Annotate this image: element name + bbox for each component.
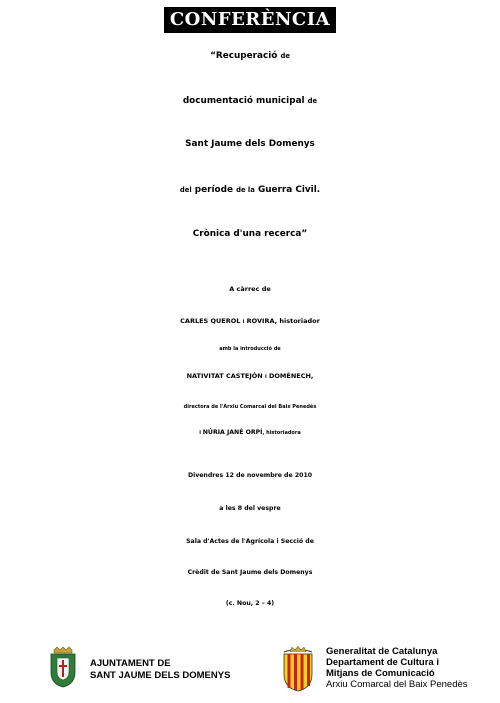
speaker-name: CARLES QUEROL	[180, 317, 241, 325]
presenter-conj: i	[265, 374, 267, 380]
speaker-line	[0, 318, 500, 325]
footer	[0, 636, 500, 696]
credits-intro-2: amb la introducció de	[219, 346, 281, 352]
third-conj: i	[199, 430, 201, 436]
presenter-surname: DOMÈNECH,	[269, 372, 314, 380]
presenter-line	[0, 373, 500, 380]
third-role: , historiadora	[262, 430, 301, 436]
institution-line-1: Generalitat de Catalunya	[326, 646, 438, 657]
event-time: a les 8 del vespre	[219, 505, 281, 512]
title-connector: de	[307, 97, 318, 105]
title-line-4	[0, 186, 500, 195]
generalitat-emblem-icon	[280, 644, 316, 692]
header	[0, 7, 500, 33]
municipality-name	[90, 658, 230, 682]
event-venue-2: Crèdit de Sant Jaume dels Domenys	[187, 569, 313, 576]
event-address: (c. Nou, 2 – 4)	[225, 600, 275, 607]
credits-intro: A càrrec de	[229, 285, 271, 293]
event-date: Divendres 12 de novembre de 2010	[187, 472, 313, 479]
presenter-role: directora de l'Arxiu Comarcal del Baix Penedès	[183, 404, 317, 410]
institution-line-2: Departament de Cultura i	[326, 657, 439, 668]
title-line-2	[0, 97, 500, 106]
title-line-5	[0, 230, 500, 239]
institution-line-4: Arxiu Comarcal del Baix Penedès	[326, 679, 468, 690]
title-line-3	[0, 140, 500, 149]
title-line-1	[0, 52, 500, 61]
speaker-role: , historiador	[274, 317, 320, 325]
title-text: “Recuperació	[210, 51, 278, 61]
title-text: documentació municipal	[182, 96, 305, 106]
title-connector: de	[280, 52, 290, 60]
conference-badge: CONFERÈNCIA	[164, 7, 336, 33]
municipality-line-2: SANT JAUME DELS DOMENYS	[90, 670, 231, 681]
title-text: Crònica d'una recerca”	[192, 229, 308, 239]
title-text: període	[194, 185, 233, 195]
municipality-line-1: AJUNTAMENT DE	[90, 658, 171, 669]
event-venue-1: Sala d'Actes de l'Agrícola i Secció de	[186, 538, 314, 545]
speaker-surname: ROVIRA	[246, 317, 275, 325]
title-connector: de la	[236, 186, 255, 194]
institution-line-3: Mitjans de Comunicació	[326, 668, 435, 679]
third-name: NÚRIA JANÉ ORPÍ	[202, 429, 263, 436]
municipal-coat-of-arms-icon	[48, 646, 78, 688]
presenter-name: NATIVITAT CASTEJÓN	[186, 372, 263, 380]
third-speaker-line	[0, 430, 500, 436]
title-text: Sant Jaume dels Domenys	[185, 139, 315, 149]
speaker-conj: i	[242, 319, 245, 325]
title-text: Guerra Civil.	[257, 185, 321, 195]
title-connector: del	[179, 186, 192, 194]
institution-text	[326, 646, 468, 690]
